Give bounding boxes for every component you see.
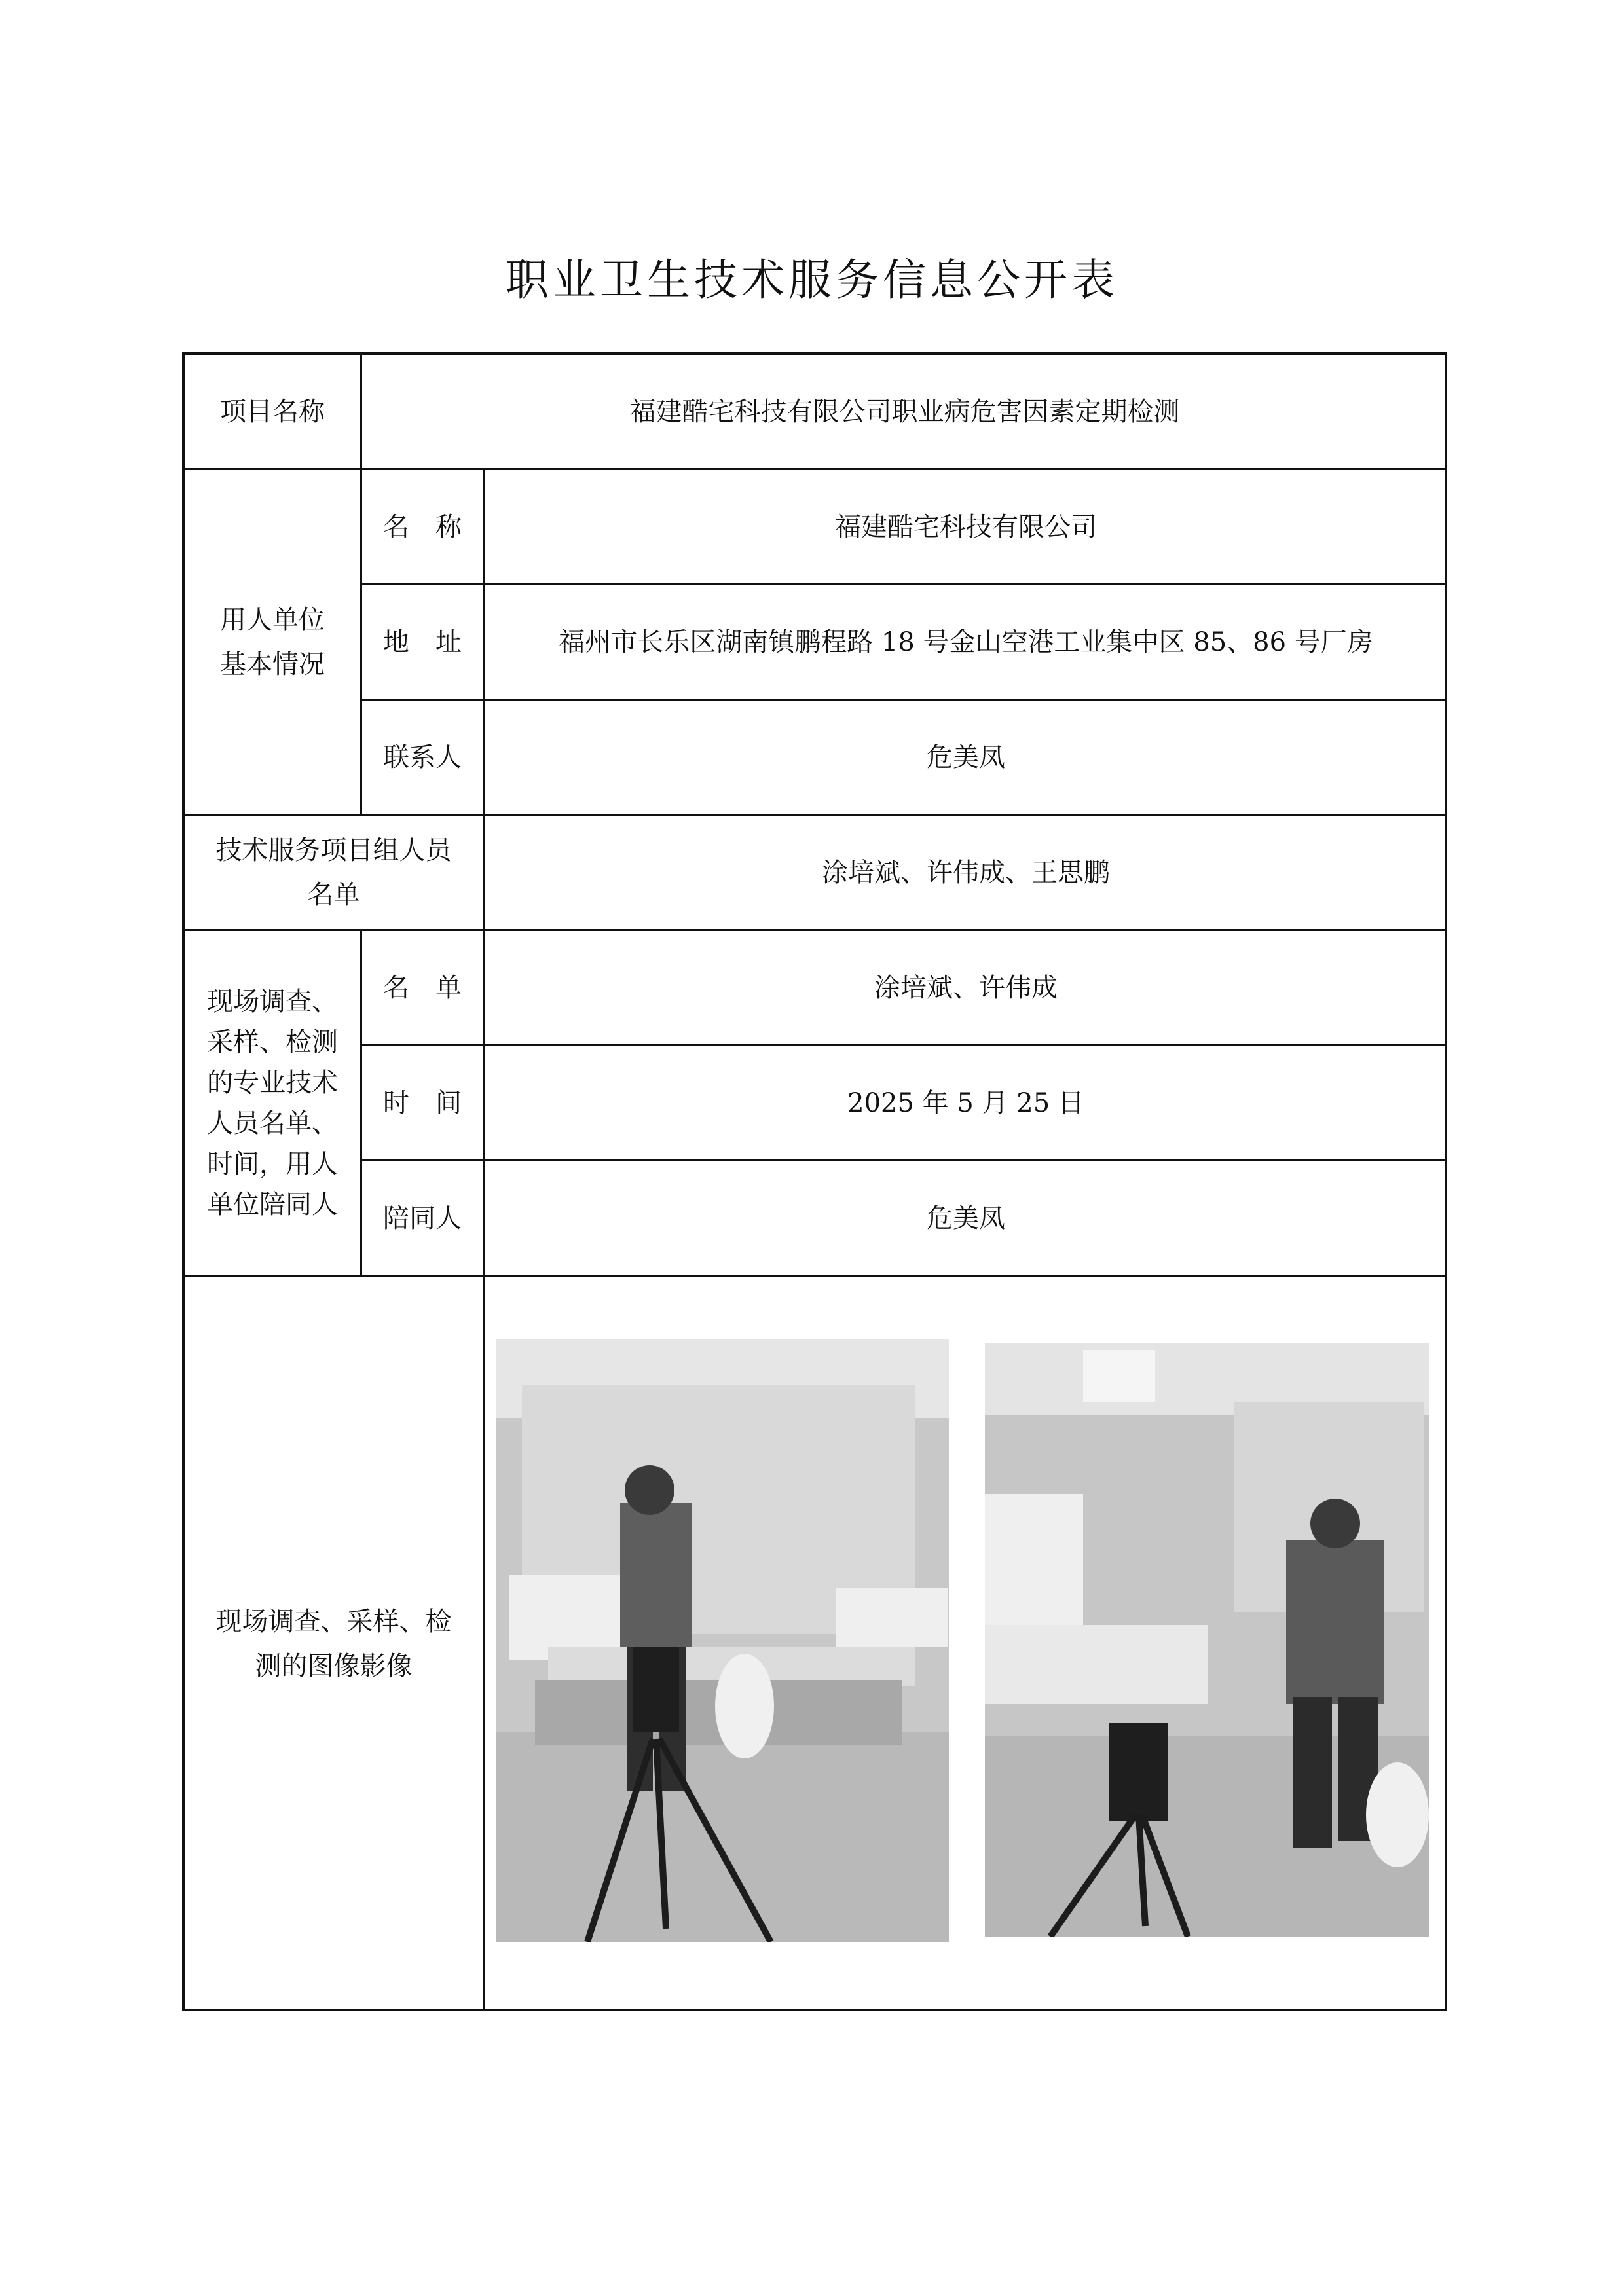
survey-escort-value: 危美凤 (927, 1203, 1005, 1233)
employer-name-value: 福建酷宅科技有限公司 (835, 511, 1097, 542)
survey-time-value: 2025 年 5 月 25 日 (847, 1087, 1084, 1118)
employer-contact-value: 危美凤 (927, 742, 1005, 773)
team-label: 技术服务项目组人员 名单 (215, 835, 452, 910)
survey-names-label: 名 单 (383, 972, 462, 1003)
survey-escort-label: 陪同人 (383, 1203, 462, 1233)
page-title: 职业卫生技术服务信息公开表 (506, 255, 1118, 305)
info-table (182, 352, 1447, 2011)
survey-names-value: 涂培斌、许伟成 (874, 972, 1058, 1003)
employer-contact-label: 联系人 (383, 742, 462, 773)
team-value: 涂培斌、许伟成、王思鹏 (822, 857, 1110, 888)
column-divider (483, 1275, 485, 2011)
site-photo-1 (496, 1339, 949, 1942)
employer-address-label: 地 址 (383, 627, 462, 657)
site-photo-2 (985, 1343, 1429, 1937)
images-label: 现场调查、采样、检 测的图像影像 (215, 1607, 452, 1681)
employer-name-label: 名 称 (383, 511, 462, 542)
employer-label: 用人单位 基本情况 (220, 604, 325, 680)
survey-time-label: 时 间 (383, 1087, 462, 1118)
employer-address-value: 福州市长乐区湖南镇鹏程路 18 号金山空港工业集中区 85、86 号厂房 (559, 627, 1373, 657)
survey-label: 现场调查、 采样、检测 的专业技术 人员名单、 时间，用人 单位陪同人 (207, 986, 338, 1220)
project-name-value: 福建酷宅科技有限公司职业病危害因素定期检测 (629, 396, 1180, 427)
project-name-label: 项目名称 (220, 396, 325, 427)
